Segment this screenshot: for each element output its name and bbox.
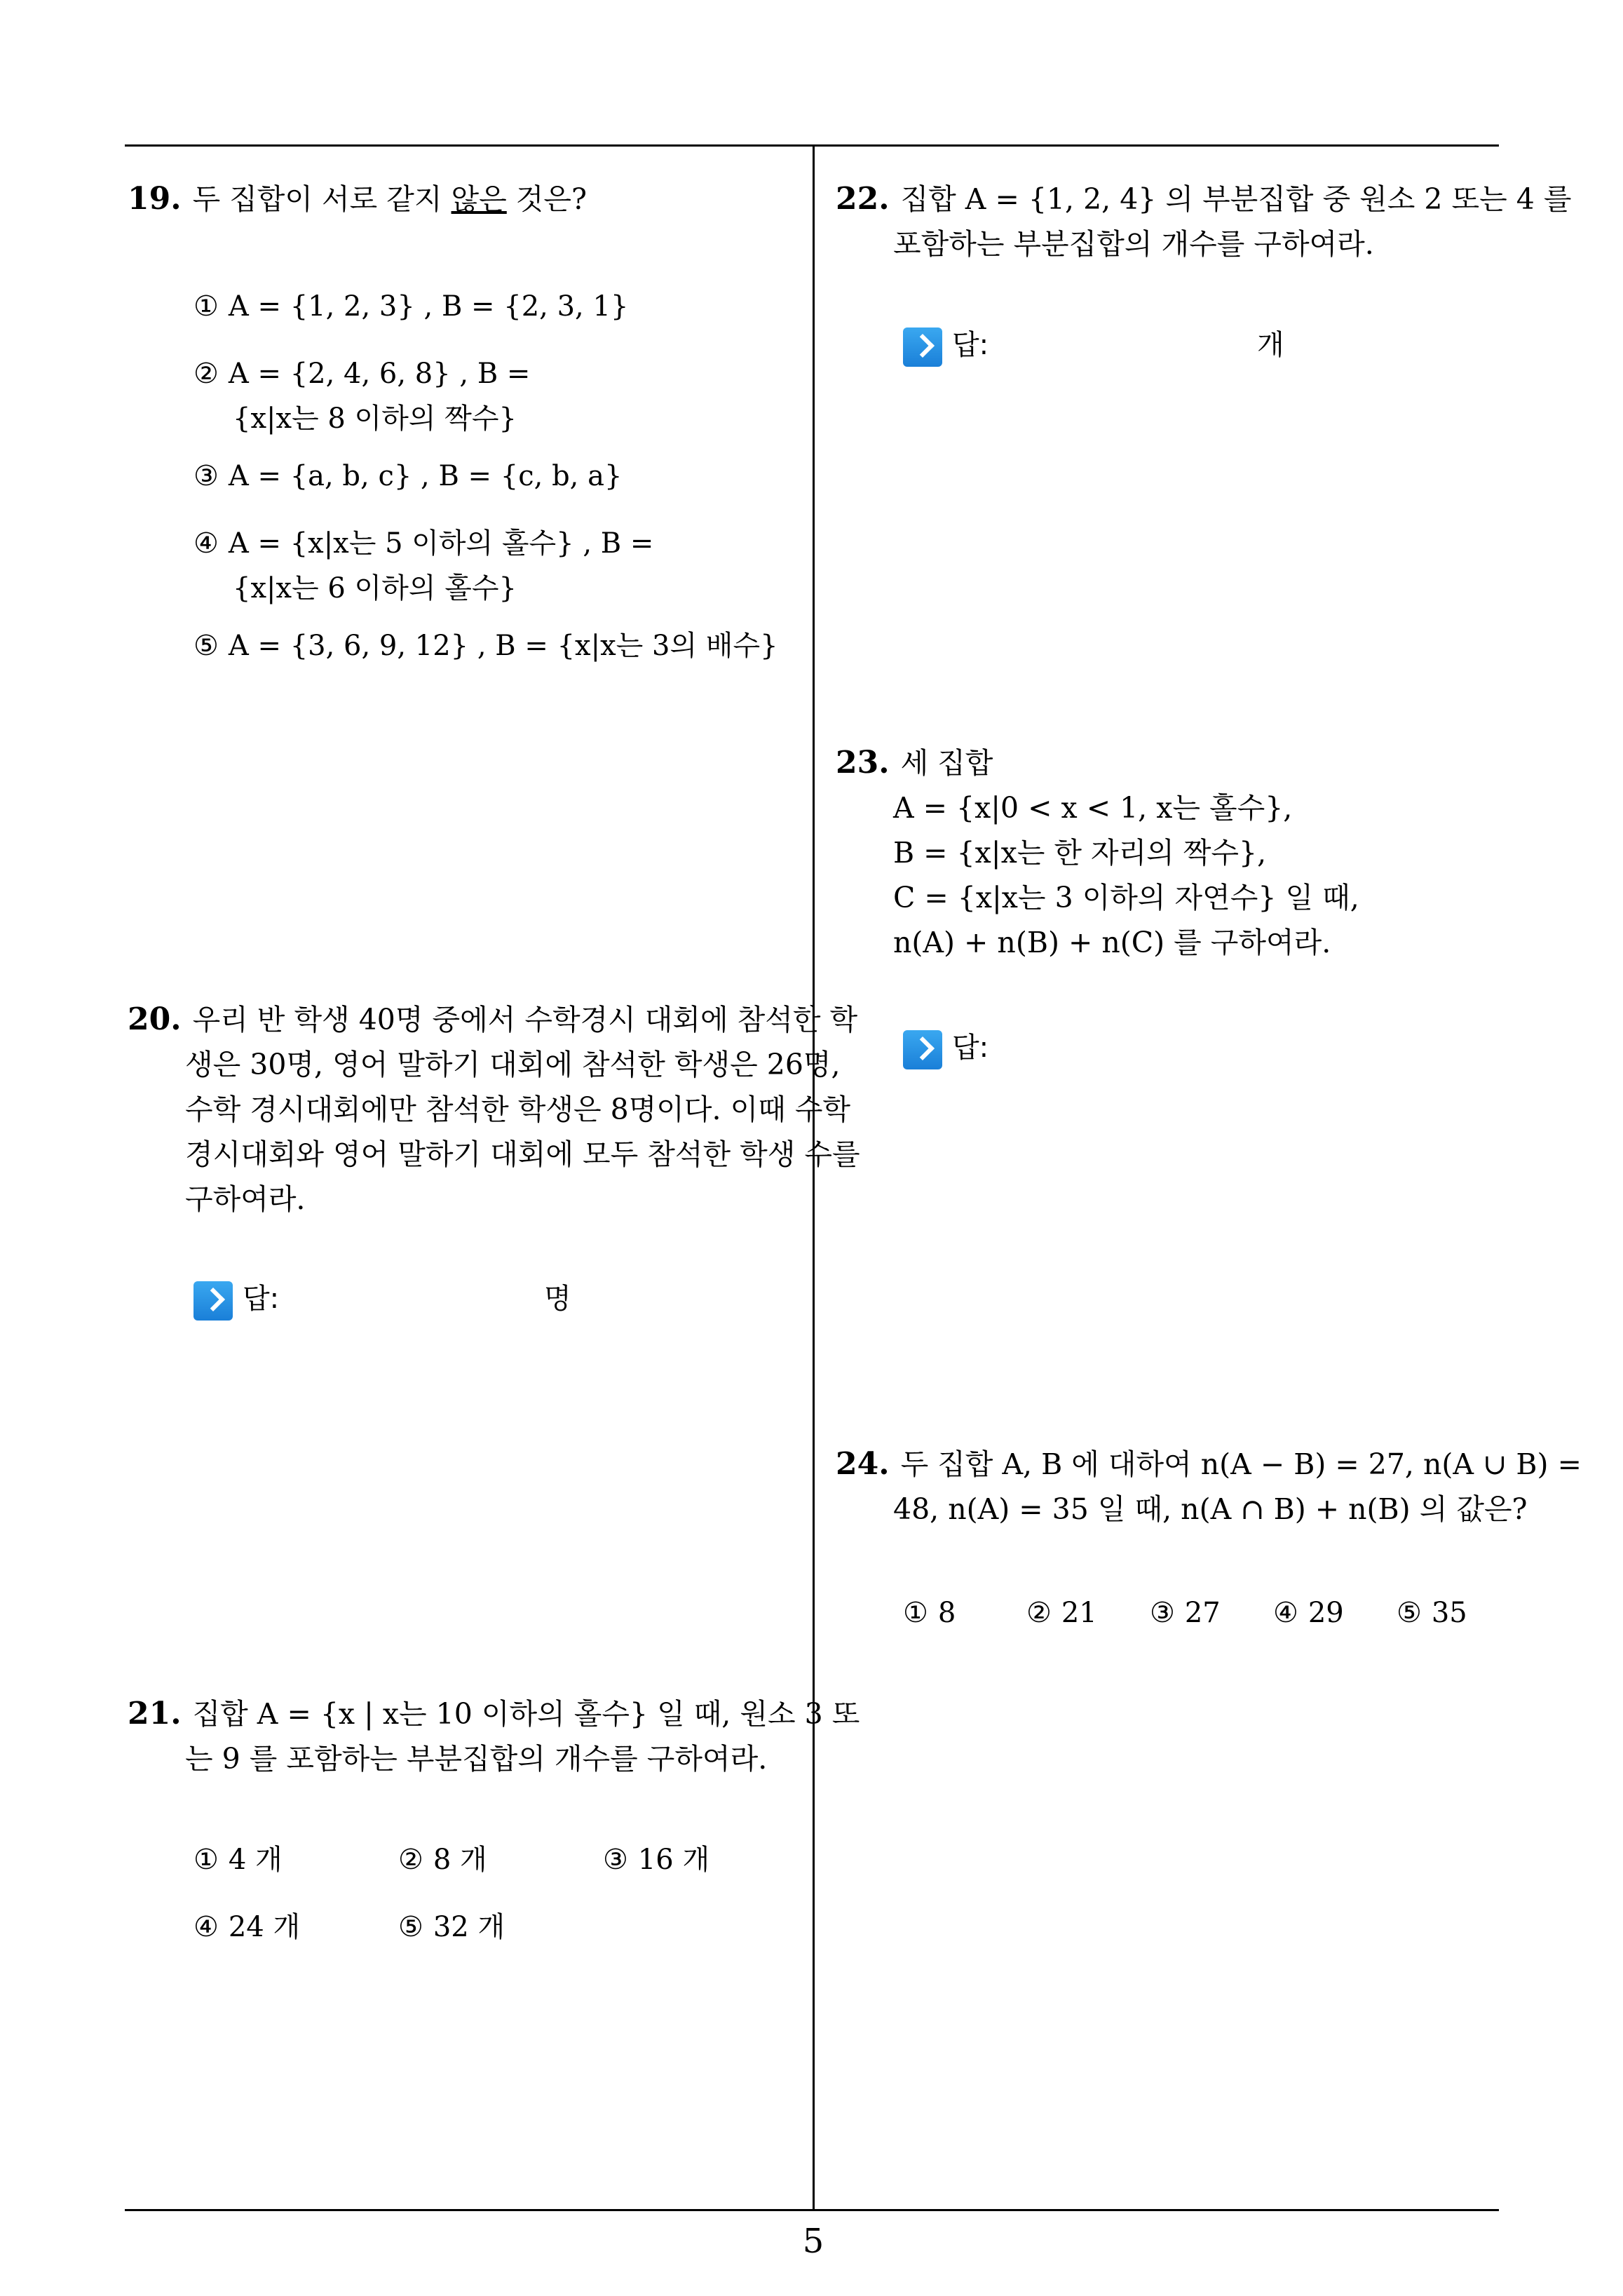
question-21 <box>128 1691 860 1781</box>
question-text: 경시대회와 영어 말하기 대회에 모두 참석한 학생 수를 <box>185 1137 860 1171</box>
answer-label: 답: <box>952 329 989 361</box>
question-number: 22. <box>836 181 890 217</box>
chevron-right-icon <box>903 1030 942 1069</box>
chevron-right-icon <box>903 327 942 367</box>
choice-4[interactable]: ④ A = {x|x는 5 이하의 홀수} , B = {x|x는 6 이하의 홀수} <box>193 521 653 611</box>
question-text-underlined: 않은 <box>451 182 507 216</box>
page-number: 5 <box>802 2222 824 2261</box>
top-rule <box>125 144 1499 147</box>
question-text: 집합 A = {1, 2, 4} 의 부분집합 중 원소 2 또는 4 를 <box>900 182 1572 216</box>
question-text: 구하여라. <box>185 1182 306 1216</box>
choice-4[interactable]: ④ 29 <box>1273 1597 1344 1629</box>
question-24 <box>836 1442 1582 1532</box>
choice-text: 21 <box>1061 1597 1097 1629</box>
question-text: 48, n(A) = 35 일 때, n(A ∩ B) + n(B) 의 값은? <box>893 1492 1528 1526</box>
choice-text: A = {x|x는 5 이하의 홀수} , B = <box>228 527 654 560</box>
choice-4[interactable]: ④ 24 개 <box>193 1911 301 1943</box>
question-text: 포함하는 부분집합의 개수를 구하여라. <box>893 227 1374 261</box>
question-text: B = {x|x는 한 자리의 짝수}, <box>893 836 1267 870</box>
choice-text: 16 개 <box>637 1844 710 1876</box>
question-text: C = {x|x는 3 이하의 자연수} 일 때, <box>893 881 1359 914</box>
question-text: 세 집합 <box>900 746 993 780</box>
choice-text: 29 <box>1308 1597 1344 1629</box>
q20-answer <box>193 1278 614 1321</box>
choice-text: 27 <box>1184 1597 1221 1629</box>
choice-1[interactable]: ① 8 <box>903 1597 956 1629</box>
choice-3[interactable]: ③ A = {a, b, c} , B = {c, b, a} <box>193 460 623 492</box>
question-text: 생은 30명, 영어 말하기 대회에 참석한 학생은 26명, <box>185 1048 841 1081</box>
choice-text: 4 개 <box>228 1844 283 1876</box>
answer-label: 답: <box>243 1283 280 1315</box>
answer-unit: 개 <box>1257 329 1284 361</box>
chevron-right-icon <box>193 1281 233 1321</box>
choice-text: 8 <box>937 1597 956 1629</box>
question-number: 24. <box>836 1446 890 1482</box>
question-text: 집합 A = {x | x는 10 이하의 홀수} 일 때, 원소 3 또 <box>192 1697 860 1731</box>
q23-answer <box>903 1027 989 1069</box>
choice-1[interactable]: ① A = {1, 2, 3} , B = {2, 3, 1} <box>193 290 629 323</box>
question-text: n(A) + n(B) + n(C) 를 구하여라. <box>893 926 1331 959</box>
choice-3[interactable]: ③ 27 <box>1150 1597 1221 1629</box>
question-number: 23. <box>836 745 890 781</box>
choice-2[interactable]: ② 21 <box>1026 1597 1097 1629</box>
choice-text: 24 개 <box>228 1911 301 1943</box>
bottom-rule <box>125 2209 1499 2211</box>
choice-5[interactable]: ⑤ A = {3, 6, 9, 12} , B = {x|x는 3의 배수} <box>193 630 778 662</box>
question-number: 21. <box>128 1696 182 1731</box>
answer-unit: 명 <box>544 1283 571 1315</box>
choice-2[interactable]: ② A = {2, 4, 6, 8} , B = {x|x는 8 이하의 짝수} <box>193 351 530 441</box>
choice-text: A = {3, 6, 9, 12} , B = {x|x는 3의 배수} <box>228 630 778 662</box>
question-22 <box>836 177 1572 266</box>
question-23 <box>836 741 1359 965</box>
question-text: 우리 반 학생 40명 중에서 수학경시 대회에 참석한 학 <box>192 1003 858 1036</box>
choice-text: A = {a, b, c} , B = {c, b, a} <box>228 460 623 492</box>
q22-answer <box>903 324 1324 367</box>
question-text: 두 집합 A, B 에 대하여 n(A − B) = 27, n(A ∪ B) = <box>900 1447 1582 1481</box>
question-number: 19. <box>128 181 182 217</box>
answer-label: 답: <box>952 1032 989 1064</box>
choice-1[interactable]: ① 4 개 <box>193 1844 283 1876</box>
choice-5[interactable]: ⑤ 35 <box>1397 1597 1467 1629</box>
question-number: 20. <box>128 1001 182 1037</box>
question-text: 두 집합이 서로 같지 <box>192 182 451 216</box>
question-20 <box>128 997 860 1222</box>
choice-text-cont: {x|x는 6 이하의 홀수} <box>233 572 517 605</box>
choice-text: A = {2, 4, 6, 8} , B = <box>228 358 531 390</box>
choice-text: 35 <box>1431 1597 1467 1629</box>
choice-text: 8 개 <box>433 1844 487 1876</box>
choice-2[interactable]: ② 8 개 <box>398 1844 487 1876</box>
choice-5[interactable]: ⑤ 32 개 <box>398 1911 505 1943</box>
question-text: 것은? <box>506 182 587 216</box>
choice-text: A = {1, 2, 3} , B = {2, 3, 1} <box>228 290 629 323</box>
question-text: A = {x|0 < x < 1, x는 홀수}, <box>893 791 1293 825</box>
question-text: 수학 경시대회에만 참석한 학생은 8명이다. 이때 수학 <box>185 1093 851 1126</box>
choice-text-cont: {x|x는 8 이하의 짝수} <box>233 403 517 435</box>
choice-text: 32 개 <box>433 1911 505 1943</box>
choice-3[interactable]: ③ 16 개 <box>603 1844 710 1876</box>
question-19 <box>128 177 587 222</box>
question-text: 는 9 를 포함하는 부분집합의 개수를 구하여라. <box>185 1742 768 1776</box>
